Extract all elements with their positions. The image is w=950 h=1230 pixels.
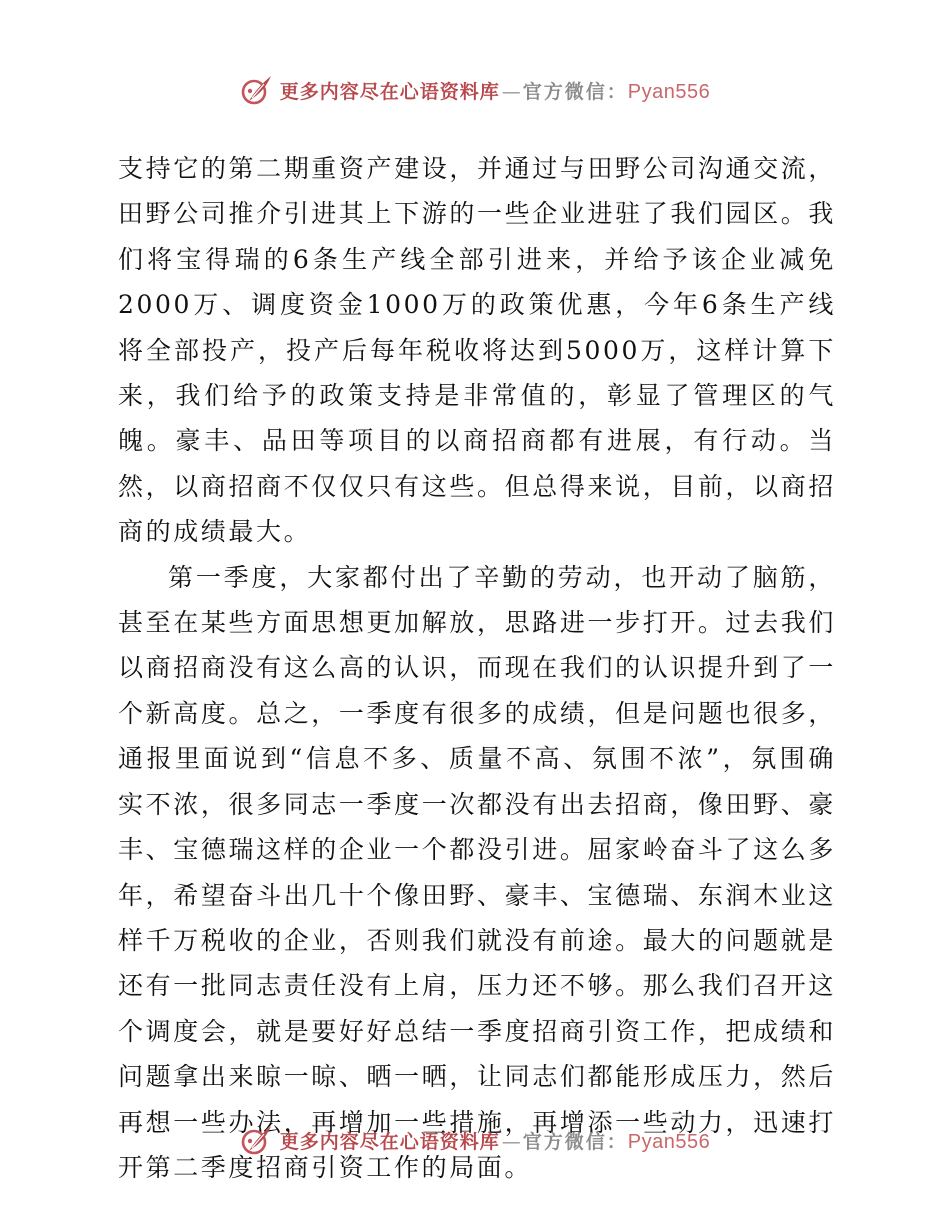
header-wechat-id: Pyan556 (627, 80, 711, 103)
quill-pen-logo-icon (240, 73, 274, 107)
header-wechat-label: 官方微信： (522, 80, 628, 103)
header-separator: — (501, 80, 521, 103)
footer-separator: — (501, 1130, 521, 1153)
footer-watermark-banner (0, 1120, 950, 1160)
header-watermark-banner (0, 70, 950, 110)
footer-wechat-label: 官方微信： (522, 1130, 628, 1153)
header-brand-text: 更多内容尽在心语资料库 (279, 80, 500, 103)
footer-wechat-id: Pyan556 (627, 1130, 711, 1153)
quill-pen-logo-icon (240, 1123, 274, 1157)
paragraph-2: 第一季度，大家都付出了辛勤的劳动，也开动了脑筋，甚至在某些方面思想更加解放，思路进一步打开。过去我们以商招商没有这么高的认识，而现在我们的认识提升到了一个新高度。总之，一季度有很多的成绩，但是问题也很多，通报里面说到“信息不多、质量不高、氛围不浓”，氛围确实不浓，很多同志一季度一次都没有出去招商，像田野、豪丰、宝德瑞这样的企业一个都没引进。屈家岭奋斗了这么多年，希望奋斗出几十个像田野、豪丰、宝德瑞、东润木业这样千万税收的企业，否则我们就没有前途。最大的问题就是还有一批同志责任没有上肩，压力还不够。那么我们召开这个调度会，就是要好好总结一季度招商引资工作，把成绩和问题拿出来晾一晾、晒一晒，让同志们都能形成压力，然后再想一些办法，再增加一些措施，再增添一些动力，迅速打开第二季度招商引资工作的局面。 (118, 562, 836, 1182)
paragraph-1: 支持它的第二期重资产建设，并通过与田野公司沟通交流，田野公司推介引进其上下游的一些企业进驻了我们园区。我们将宝得瑞的6条生产线全部引进来，并给予该企业减免2000万、调度资金1000万的政策优惠，今年6条生产线将全部投产，投产后每年税收将达到5000万，这样计算下来，我们给予的政策支持是非常值的，彰显了管理区的气魄。豪丰、品田等项目的以商招商都有进展，有行动。当然，以商招商不仅仅只有这些。但总得来说，目前，以商招商的成绩最大。 (118, 154, 836, 547)
document-body (118, 146, 836, 1190)
footer-brand-text: 更多内容尽在心语资料库 (279, 1130, 500, 1153)
